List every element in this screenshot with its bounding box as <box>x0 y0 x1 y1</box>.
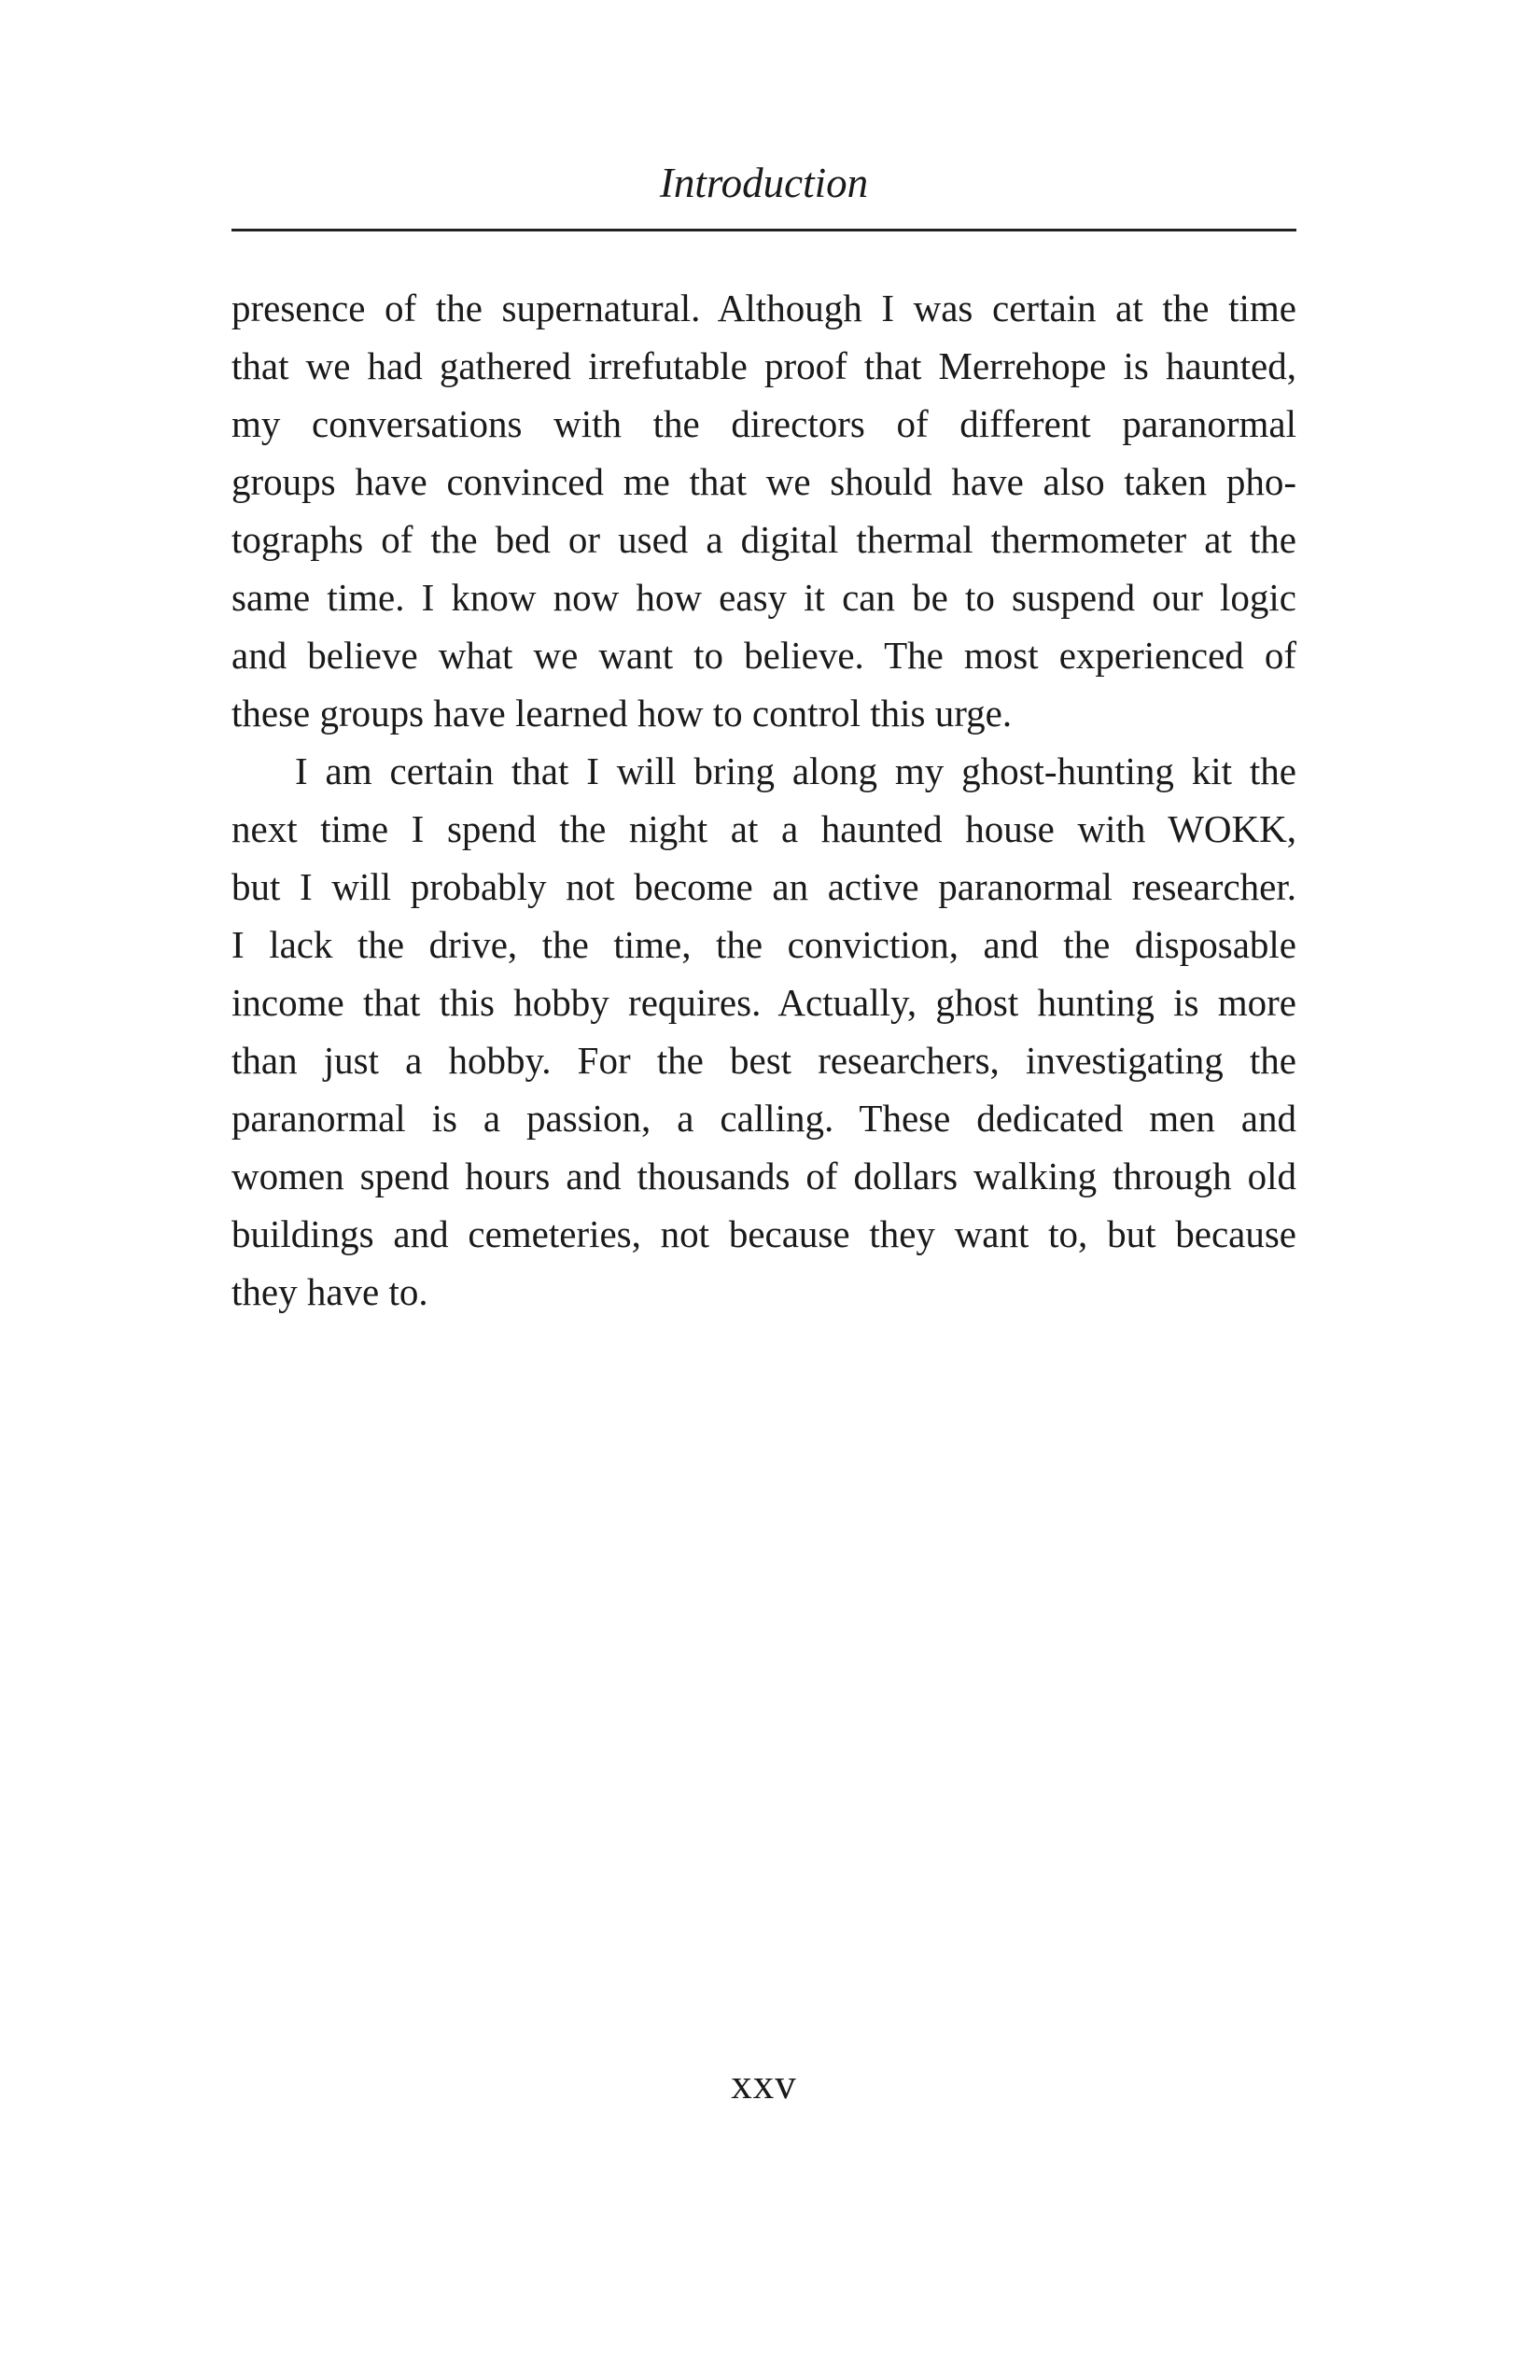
text-line: but I will probably not become an active paranormal researcher. <box>231 865 1296 908</box>
text-line: buildings and cemeteries, not because they want to, but because <box>231 1212 1296 1255</box>
text-line: I lack the drive, the time, the conviction, and the disposable <box>231 923 1296 966</box>
text-line: same time. I know now how easy it can be to suspend our logic <box>231 576 1296 619</box>
text-line: income that this hobby requires. Actually, ghost hunting is more <box>231 981 1296 1024</box>
text-line: presence of the supernatural. Although I was certain at the time <box>231 287 1296 329</box>
text-line: groups have convinced me that we should have also taken pho- <box>231 460 1296 503</box>
text-line: they have to. <box>231 1270 428 1313</box>
text-line: I am certain that I will bring along my ghost-hunting kit the <box>295 749 1296 792</box>
paragraph-1 <box>231 279 1296 742</box>
text-line: tographs of the bed or used a digital thermal thermometer at the <box>231 518 1296 561</box>
text-line: next time I spend the night at a haunted house with WOKK, <box>231 807 1296 850</box>
paragraph-2 <box>231 742 1296 1321</box>
body-text <box>231 279 1296 1321</box>
text-line: and believe what we want to believe. The most experienced of <box>231 634 1296 677</box>
text-line: than just a hobby. For the best researchers, investigating the <box>231 1039 1296 1082</box>
text-line: these groups have learned how to control this urge. <box>231 692 1013 735</box>
header-rule <box>231 229 1296 231</box>
text-line: paranormal is a passion, a calling. These dedicated men and <box>231 1097 1296 1140</box>
text-line: my conversations with the directors of different paranormal <box>231 402 1296 445</box>
page-number: xxv <box>731 2061 797 2107</box>
text-line: that we had gathered irrefutable proof that Merrehope is haunted, <box>231 344 1296 387</box>
text-line: women spend hours and thousands of dollars walking through old <box>231 1155 1296 1197</box>
running-head: Introduction <box>659 160 869 206</box>
